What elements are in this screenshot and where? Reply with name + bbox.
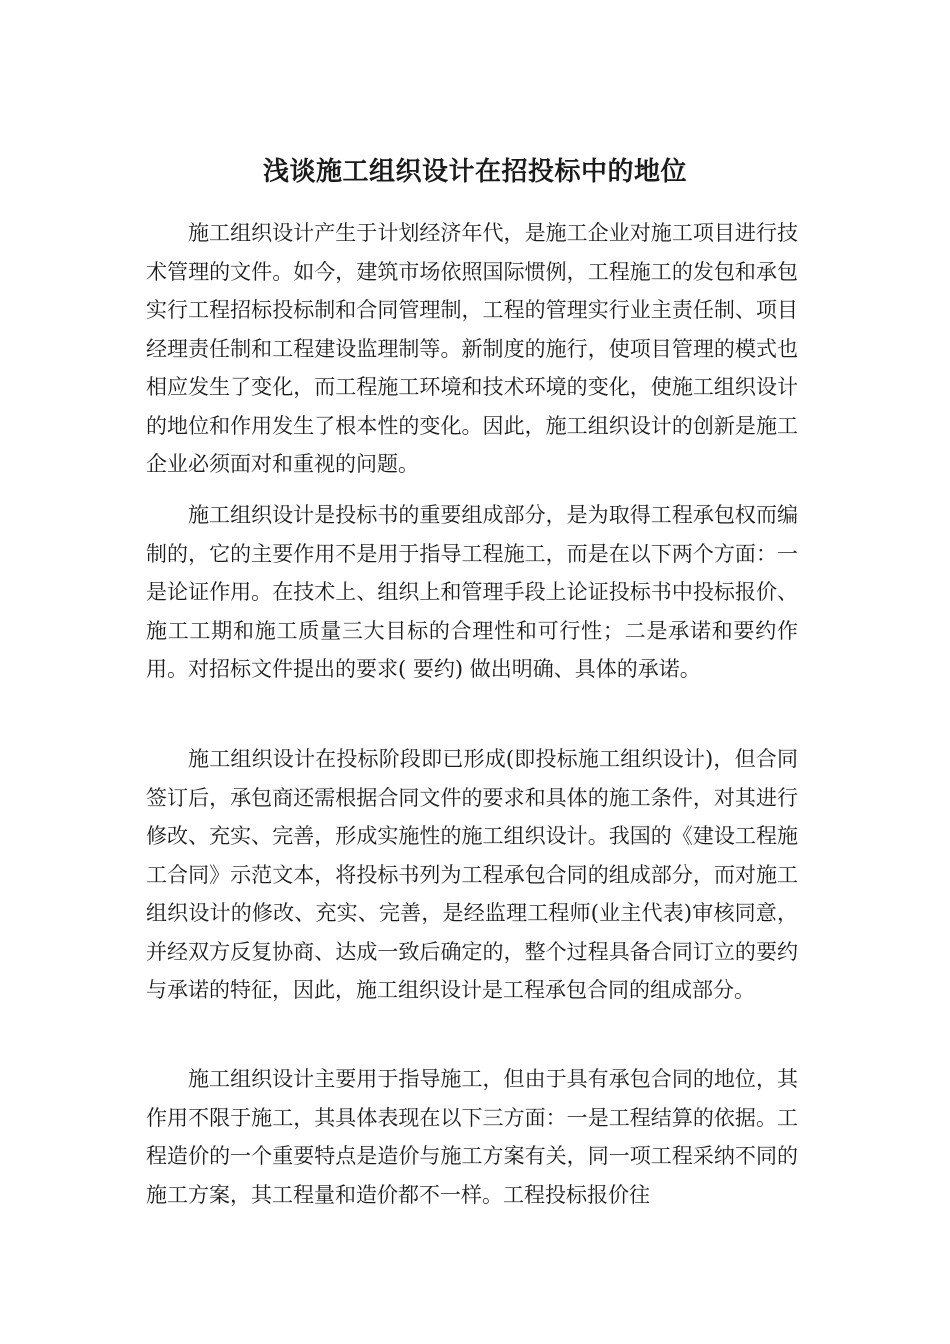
document-title: 浅谈施工组织设计在招投标中的地位 (262, 157, 687, 187)
paragraph-2: 施工组织设计是投标书的重要组成部分，是为取得工程承包权而编制的，它的主要作用不是用于指导工程施工，而是在以下两个方面：一是论证作用。在技术上、组织上和管理手段上论证投标书中投标报价、施工工期和施工质量三大目标的合理性和可行性；二是承诺和要约作用。对招标文件提出的要求( 要约) 做出明确、具体的承诺。 (146, 503, 798, 681)
paragraph-4: 施工组织设计主要用于指导施工，但由于具有承包合同的地位，其作用不限于施工，其具体表现在以下三方面：一是工程结算的依据。工程造价的一个重要特点是造价与施工方案有关，同一项工程采纳不同的施工方案，其工程量和造价都不一样。工程投标报价往 (146, 1067, 798, 1207)
paragraph-3: 施工组织设计在投标阶段即已形成(即投标施工组织设计)，但合同签订后，承包商还需根据合同文件的要求和具体的施工条件，对其进行修改、充实、完善，形成实施性的施工组织设计。我国的《建设工程施工合同》示范文本，将投标书列为工程承包合同的组成部分，而对施工组织设计的修改、充实、完善，是经监理工程师(业主代表)审核同意，并经双方反复协商、达成一致后确定的，整个过程具备合同订立的要约与承诺的特征，因此，施工组织设计是工程承包合同的组成部分。 (146, 747, 798, 1002)
paragraph-1: 施工组织设计产生于计划经济年代，是施工企业对施工项目进行技术管理的文件。如今，建筑市场依照国际惯例，工程施工的发包和承包实行工程招标投标制和合同管理制，工程的管理实行业主责任制、项目经理责任制和工程建设监理制等。新制度的施行，使项目管理的模式也相应发生了变化，而工程施工环境和技术环境的变化，使施工组织设计的地位和作用发生了根本性的变化。因此，施工组织设计的创新是施工企业必须面对和重视的问题。 (146, 221, 798, 476)
